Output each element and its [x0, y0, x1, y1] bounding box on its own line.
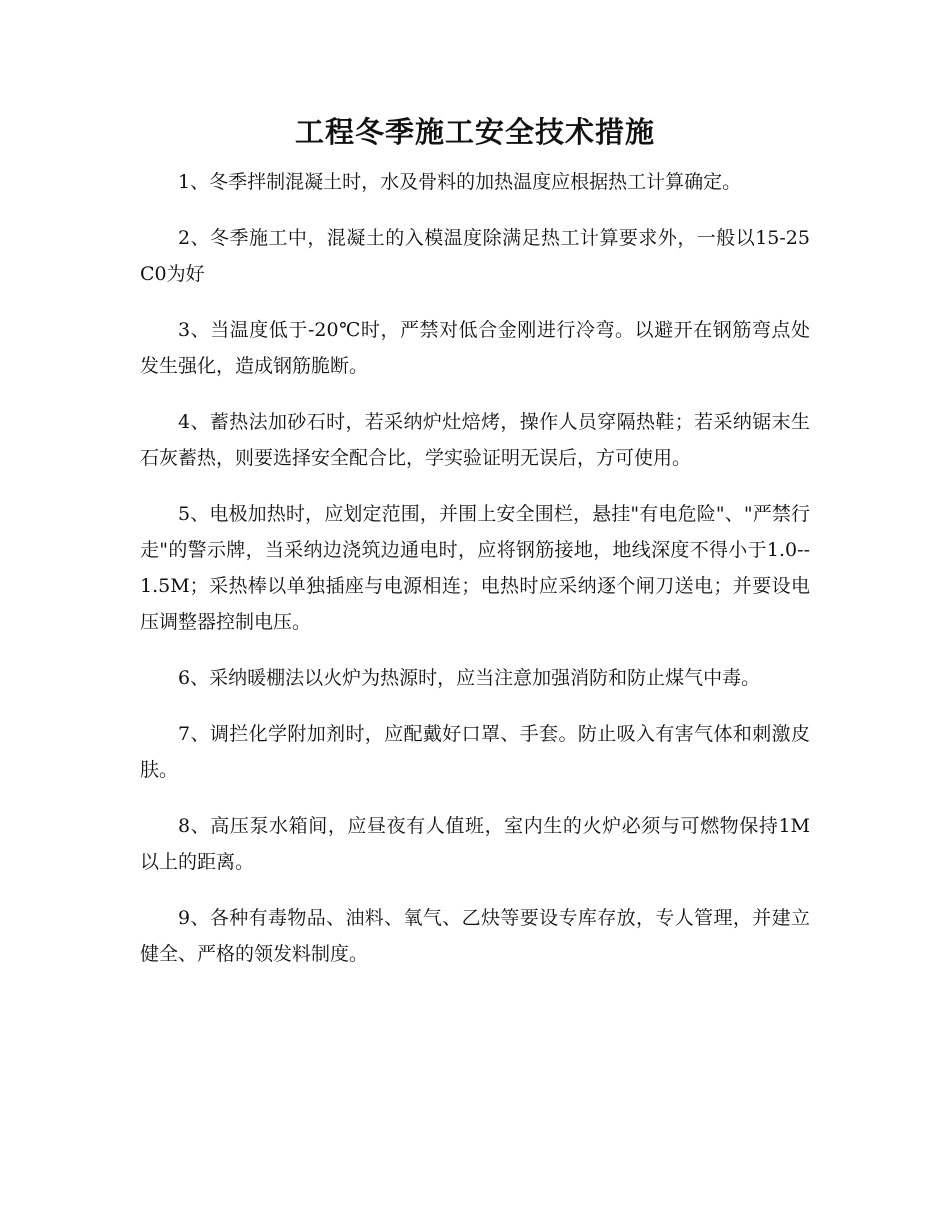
paragraph-6: 6、采纳暖棚法以火炉为热源时，应当注意加强消防和防止煤气中毒。 [178, 667, 761, 689]
paragraph-8: 8、高压泵水箱间，应昼夜有人值班，室内生的火炉必须与可燃物保持1M以上的距离。 [140, 815, 810, 873]
paragraph-4: 4、蓄热法加砂石时，若采纳炉灶焙烤，操作人员穿隔热鞋；若采纳锯末生石灰蓄热，则要选择安全配合比，学实验证明无误后，方可使用。 [140, 411, 810, 469]
paragraph-9: 9、各种有毒物品、油料、氧气、乙炔等要设专库存放，专人管理，并建立健全、严格的领发料制度。 [140, 907, 810, 965]
paragraph-5: 5、电极加热时，应划定范围，并围上安全围栏，悬挂"有电危险"、"严禁行走"的警示牌，当采纳边浇筑边通电时，应将钢筋接地，地线深度不得小于1.0--1.5M；采热棒以单独插座与电源相连；电热时应采纳逐个闸刀送电；并要设电压调整器控制电压。 [140, 503, 810, 633]
paragraph-3: 3、当温度低于-20℃时，严禁对低合金刚进行冷弯。以避开在钢筋弯点处发生强化，造成钢筋脆断。 [140, 319, 810, 377]
document-title: 工程冬季施工安全技术措施 [294, 115, 655, 149]
paragraph-2: 2、冬季施工中，混凝土的入模温度除满足热工计算要求外，一般以15-25C0为好 [140, 227, 810, 285]
paragraph-7: 7、调拦化学附加剂时，应配戴好口罩、手套。防止吸入有害气体和刺激皮肤。 [140, 723, 810, 781]
paragraph-1: 1、冬季拌制混凝土时，水及骨料的加热温度应根据热工计算确定。 [178, 171, 742, 193]
document-page [140, 108, 810, 992]
